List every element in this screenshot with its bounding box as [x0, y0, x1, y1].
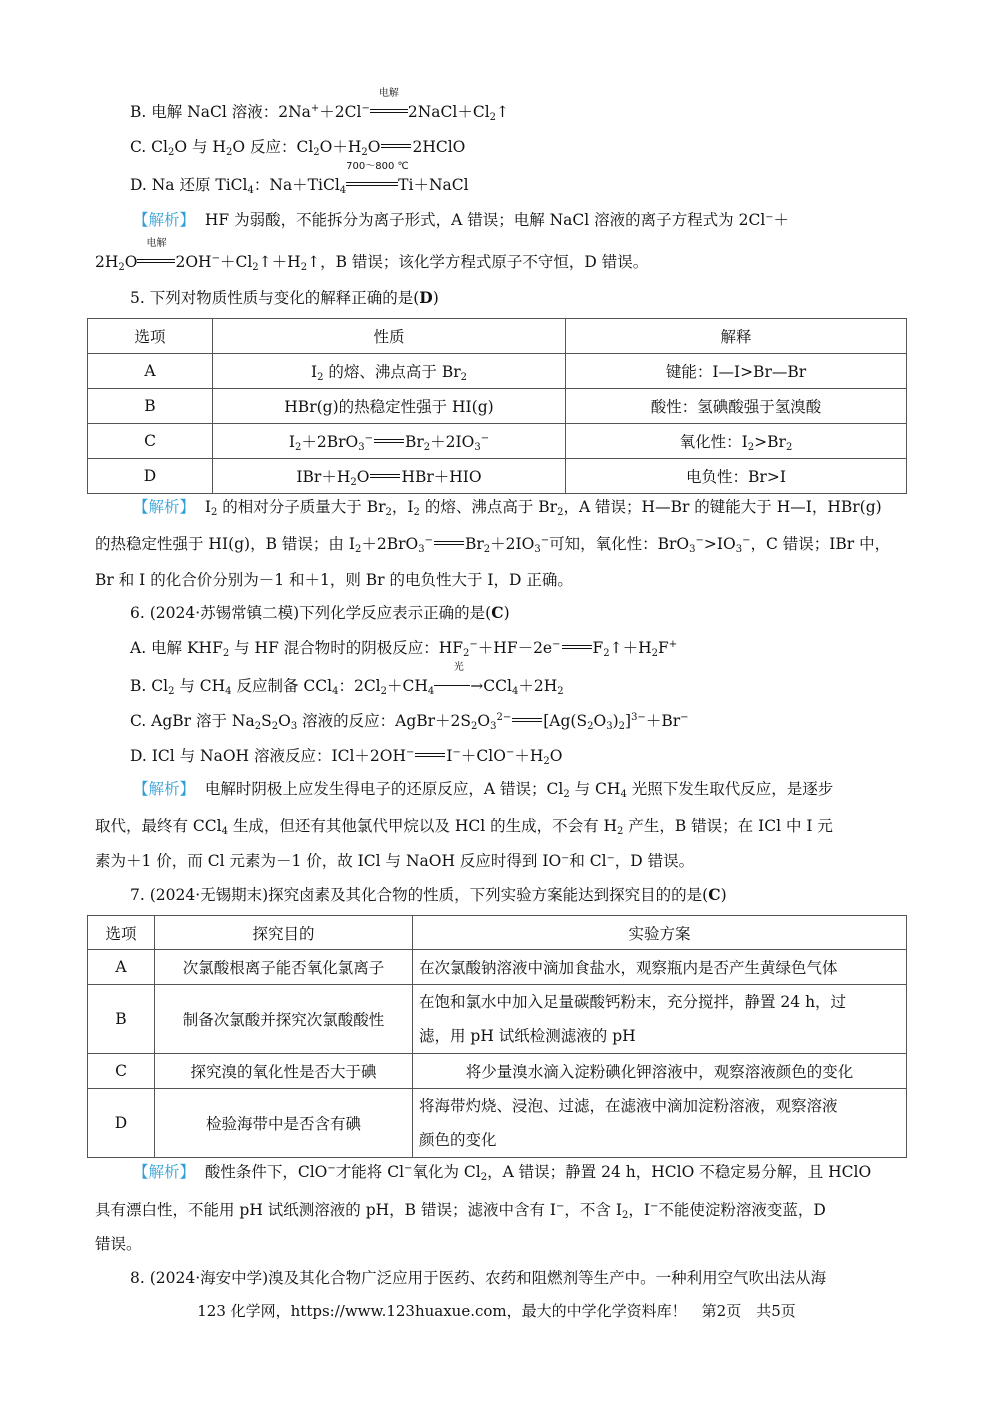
table-row: D $IBr+H_2O$ HBr＋HIO 电负性：Br>I [88, 459, 907, 494]
q6-option-b: B. $Cl_2$ 与 $CH_4$ 反应制备 CCl$_4$：$2Cl_2+CH_4$ 光 $\to CCl_4+2H_2$ [130, 662, 564, 697]
table-row: A 次氯酸根离子能否氧化氯离子 在次氯酸钠溶液中滴加食盐水，观察瓶内是否产生黄绿色气体 [88, 950, 907, 985]
q6-option-d: D. ICl 与 NaOH 溶液反应：ICl＋2OH− $I^-+ClO^-+H_2O$ [130, 747, 563, 767]
q6-option-c: C. AgBr 溶于 $Na_2S_2O_3$ 溶液的反应：$AgBr+2S_2O_3^{2-}$ $[Ag(S_2O_3)_2]^{3-}+Br^-$ [130, 712, 689, 732]
q6-stem: 6. (2024·苏锡常镇二模)下列化学反应表示正确的是(C) [130, 603, 510, 622]
table-row: D 检验海带中是否含有碘 将海带灼烧、浸泡、过滤，在滤液中滴加淀粉溶液，观察溶液 颜色的变化 [88, 1089, 907, 1158]
q5-header-option: 选项 [88, 319, 213, 354]
q7-header-option: 选项 [88, 916, 155, 950]
q6-analysis-line2: 取代，最终有 CCl$_4$ 生成，但还有其他氯代甲烷以及 HCl 的生成，不会有 $H_2$ 产生，B 错误；在 ICl 中 I 元 [95, 817, 833, 837]
q5-analysis-line2: 的热稳定性强于 HI(g)，B 错误；由 $I_2+2BrO_3^-$ $Br_2+2IO_3^-$可知，氧化性：$BrO_3^->IO_3^-$，C 错误；IBr 中， [95, 535, 891, 555]
q7-analysis-line2: 具有漂白性，不能用 pH 试纸测溶液的 pH，B 错误；滤液中含有 I−，不含 $I_2$，I−不能使淀粉溶液变蓝，D [95, 1201, 826, 1221]
q5-header-property: 性质 [213, 319, 566, 354]
table-row: C $I_2+2BrO_3^-$ $Br_2+2IO_3^-$ 氧化性：$I_2>Br_2$ [88, 424, 907, 459]
q6-analysis-line3: 素为＋1 价，而 Cl 元素为－1 价，故 ICl 与 NaOH 反应时得到 IO⁻和 Cl⁻，D 错误。 [95, 852, 695, 870]
q7-stem: 7. (2024·无锡期末)探究卤素及其化合物的性质，下列实验方案能达到探究目的的是(C) [130, 885, 727, 904]
q4-analysis-line1: 【解析】 HF 为弱酸，不能拆分为离子形式，A 错误；电解 NaCl 溶液的离子方程式为 2Cl⁻＋ [133, 211, 789, 229]
table-row: B HBr(g)的热稳定性强于 HI(g) 酸性：氢碘酸强于氢溴酸 [88, 389, 907, 424]
page-footer: 123 化学网，https://www.123huaxue.com，最大的中学化学资料库！ 第2页 共5页 [197, 1302, 796, 1320]
q6-option-a: A. 电解 $KHF_2$ 与 HF 混合物时的阴极反应：$HF_2^-+HF-2e^-$ $F_2↑+H_2F^+$ [130, 639, 678, 659]
q7-header-goal: 探究目的 [155, 916, 413, 950]
q5-analysis-line3: Br 和 I 的化合价分别为－1 和＋1，则 Br 的电负性大于 I，D 正确。 [95, 571, 573, 589]
q5-analysis-line1: 【解析】 $I_2$ 的相对分子质量大于 $Br_2$，$I_2$ 的熔、沸点高于 $Br_2$，A 错误；H—Br 的键能大于 H—I，HBr(g) [133, 498, 882, 518]
q8-stem: 8. (2024·海安中学)溴及其化合物广泛应用于医药、农药和阻燃剂等生产中。一种利用空气吹出法从海 [130, 1269, 827, 1287]
q7-analysis-line1: 【解析】 酸性条件下，ClO−才能将 Cl−氧化为 $Cl_2$，A 错误；静置 24 h，HClO 不稳定易分解，且 HClO [133, 1163, 872, 1183]
q5-table [87, 318, 907, 494]
table-row: A $I_2$ 的熔、沸点高于 $Br_2$ 键能：I—I>Br—Br [88, 354, 907, 389]
q7-header-plan: 实验方案 [413, 916, 907, 950]
q4-option-c: C. $Cl_2O$ 与 $H_2O$ 反应：$Cl_2O+H_2O$ 2HClO [130, 138, 466, 158]
q4-analysis-line2: $2H_2O$ 电解 $2OH^-+Cl_2↑+H_2↑$，B 错误；该化学方程式原子不守恒，D 错误。 [95, 238, 649, 273]
table-row: B 制备次氯酸并探究次氯酸酸性 在饱和氯水中加入足量碳酸钙粉末，充分搅拌，静置 24 h，过 滤，用 pH 试纸检测滤液的 pH [88, 985, 907, 1054]
table-row: C 探究溴的氧化性是否大于碘 将少量溴水滴入淀粉碘化钾溶液中，观察溶液颜色的变化 [88, 1054, 907, 1089]
q6-analysis-line1: 【解析】 电解时阴极上应发生得电子的还原反应，A 错误；$Cl_2$ 与 $CH_4$ 光照下发生取代反应，是逐步 [133, 780, 834, 800]
q7-table [87, 915, 907, 1158]
q4-option-b: B. 电解 NaCl 溶液：2Na+＋2Cl− 电解 $2NaCl+Cl_2↑$ [130, 88, 510, 123]
q7-analysis-line3: 错误。 [95, 1235, 142, 1253]
q4-option-d: D. Na 还原 TiCl$_4$：Na＋TiCl$_4$ 700～800 ℃ Ti＋NaCl [130, 161, 469, 196]
q5-header-explanation: 解释 [566, 319, 907, 354]
q5-stem: 5. 下列对物质性质与变化的解释正确的是(D) [130, 288, 439, 307]
